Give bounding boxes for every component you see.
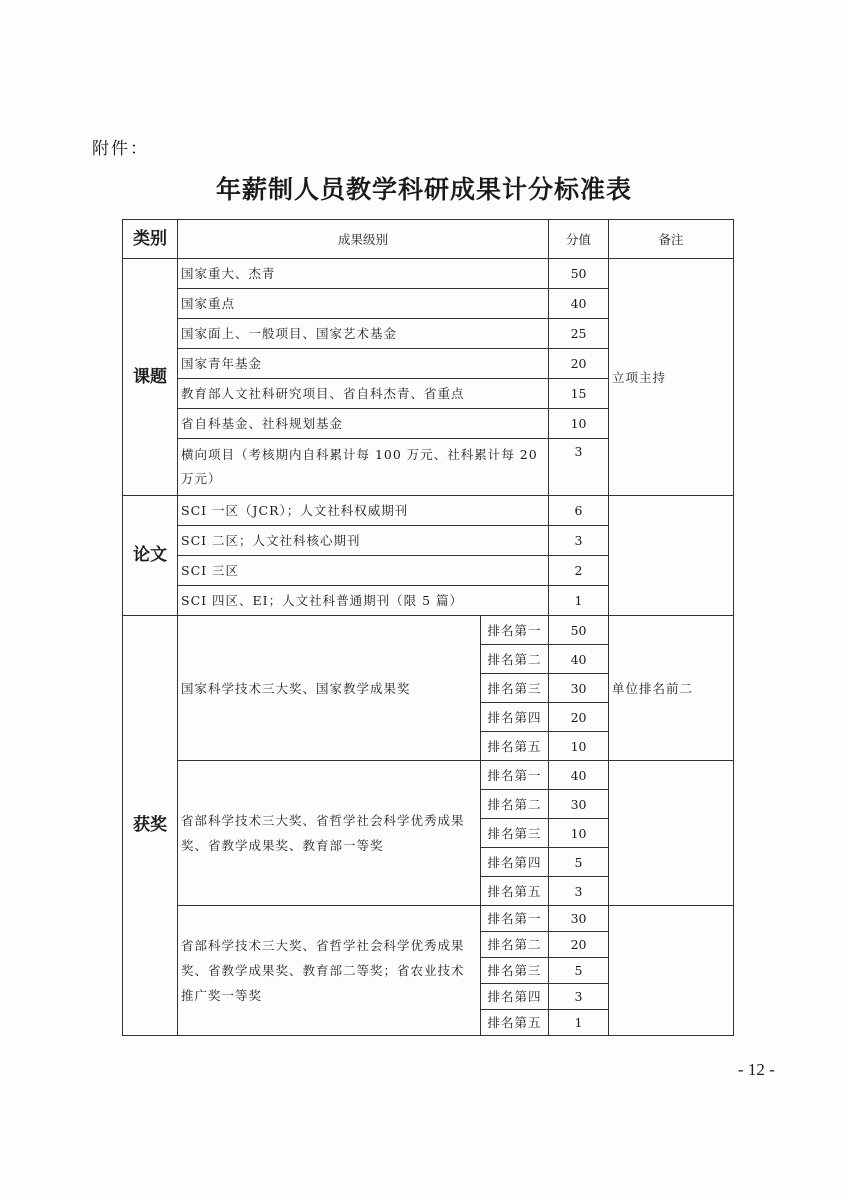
score-cell: 1: [549, 586, 609, 616]
score-cell: 30: [549, 906, 609, 932]
table-row: [123, 616, 734, 645]
level-cell: SCI 二区；人文社科核心期刊: [178, 526, 549, 556]
level-cell: 国家面上、一般项目、国家艺术基金: [178, 319, 549, 349]
score-cell: 3: [549, 877, 609, 906]
score-cell: 5: [549, 958, 609, 984]
category-papers: 论文: [123, 496, 178, 616]
score-cell: 3: [549, 439, 609, 496]
award-level-cell: 省部科学技术三大奖、省哲学社会科学优秀成果奖、省教学成果奖、教育部二等奖；省农业技术推广奖一等奖: [178, 906, 481, 1036]
rank-cell: 排名第三: [481, 674, 549, 703]
score-cell: 2: [549, 556, 609, 586]
note-projects: 立项主持: [609, 259, 734, 496]
score-cell: 5: [549, 848, 609, 877]
score-cell: 6: [549, 496, 609, 526]
level-cell: 省自科基金、社科规划基金: [178, 409, 549, 439]
score-cell: 20: [549, 932, 609, 958]
rank-cell: 排名第四: [481, 984, 549, 1010]
rank-cell: 排名第二: [481, 790, 549, 819]
rank-cell: 排名第一: [481, 761, 549, 790]
score-cell: 20: [549, 703, 609, 732]
rank-cell: 排名第二: [481, 932, 549, 958]
score-cell: 40: [549, 289, 609, 319]
header-category: 类别: [123, 220, 178, 259]
award-level-cell: 国家科学技术三大奖、国家教学成果奖: [178, 616, 481, 761]
score-cell: 3: [549, 984, 609, 1010]
page-number: - 12 -: [738, 1060, 775, 1079]
rank-cell: 排名第二: [481, 645, 549, 674]
table-row: [123, 906, 734, 932]
document-title: 年薪制人员教学科研成果计分标准表: [215, 175, 632, 204]
rank-cell: 排名第一: [481, 906, 549, 932]
category-awards: 获奖: [123, 616, 178, 1036]
level-cell: 国家重大、杰青: [178, 259, 549, 289]
score-cell: 40: [549, 761, 609, 790]
level-cell: 国家青年基金: [178, 349, 549, 379]
header-note: 备注: [609, 220, 734, 259]
score-cell: 1: [549, 1010, 609, 1036]
level-cell: SCI 一区（JCR）；人文社科权威期刊: [178, 496, 549, 526]
note-papers: [609, 496, 734, 616]
score-cell: 25: [549, 319, 609, 349]
header-level: 成果级别: [178, 220, 549, 259]
award-level-cell: 省部科学技术三大奖、省哲学社会科学优秀成果奖、省教学成果奖、教育部一等奖: [178, 761, 481, 906]
score-cell: 20: [549, 349, 609, 379]
rank-cell: 排名第五: [481, 877, 549, 906]
score-cell: 15: [549, 379, 609, 409]
table-row: [123, 761, 734, 790]
table-row: [123, 496, 734, 526]
score-cell: 10: [549, 409, 609, 439]
rank-cell: 排名第四: [481, 848, 549, 877]
score-cell: 30: [549, 674, 609, 703]
score-cell: 10: [549, 819, 609, 848]
rank-cell: 排名第三: [481, 819, 549, 848]
rank-cell: 排名第五: [481, 1010, 549, 1036]
attachment-label: 附件：: [92, 139, 149, 159]
level-cell: SCI 三区: [178, 556, 549, 586]
score-cell: 10: [549, 732, 609, 761]
score-cell: 50: [549, 616, 609, 645]
rank-cell: 排名第五: [481, 732, 549, 761]
rank-cell: 排名第一: [481, 616, 549, 645]
score-cell: 40: [549, 645, 609, 674]
rank-cell: 排名第四: [481, 703, 549, 732]
level-cell: 教育部人文社科研究项目、省自科杰青、省重点: [178, 379, 549, 409]
rank-cell: 排名第三: [481, 958, 549, 984]
table-header-row: [123, 220, 734, 259]
score-cell: 30: [549, 790, 609, 819]
level-cell: 横向项目（考核期内自科累计每 100 万元、社科累计每 20 万元）: [178, 439, 549, 496]
table-row: [123, 259, 734, 289]
note-awards-3: [609, 906, 734, 1036]
header-score: 分值: [549, 220, 609, 259]
level-cell: SCI 四区、EI；人文社科普通期刊（限 5 篇）: [178, 586, 549, 616]
level-cell: 国家重点: [178, 289, 549, 319]
category-projects: 课题: [123, 259, 178, 496]
score-cell: 50: [549, 259, 609, 289]
note-awards-2: [609, 761, 734, 906]
score-cell: 3: [549, 526, 609, 556]
note-awards-1: 单位排名前二: [609, 616, 734, 761]
scoring-standard-table: [122, 219, 734, 1036]
